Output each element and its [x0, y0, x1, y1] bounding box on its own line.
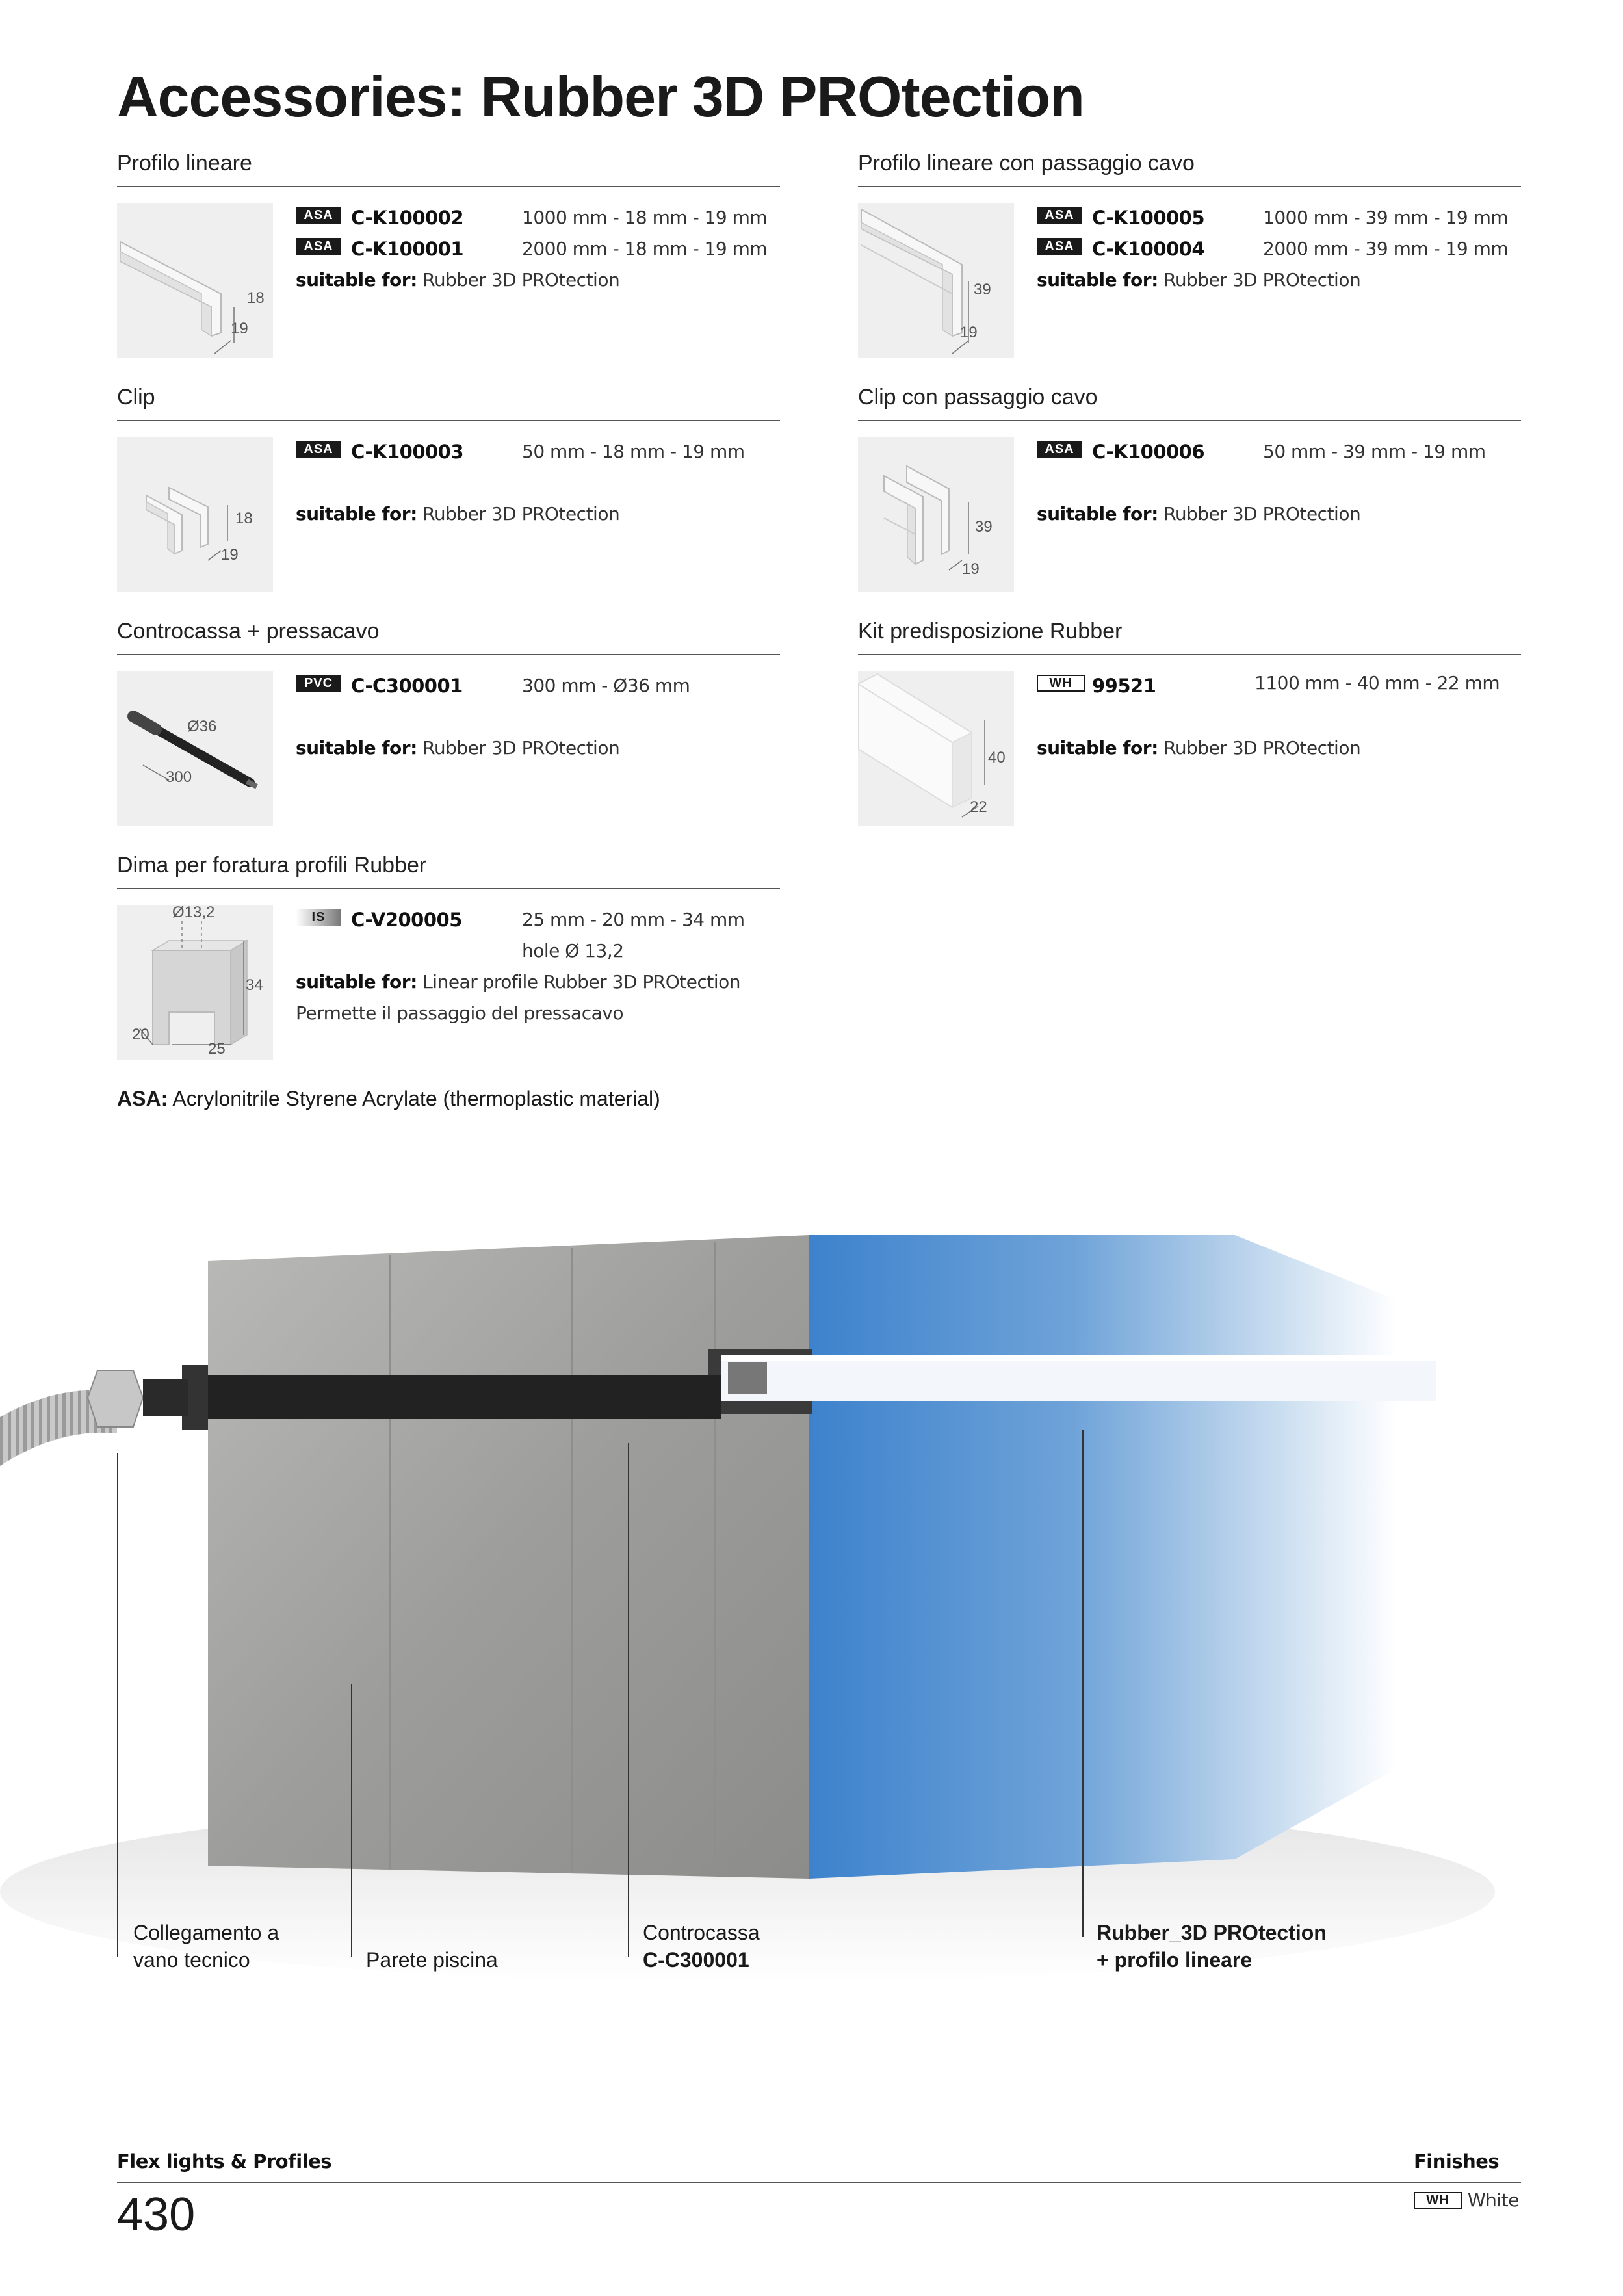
- dim-width: 25: [208, 1040, 226, 1058]
- clip-cable-drawing: [858, 437, 1014, 592]
- product-code: C-K100005: [1092, 207, 1205, 229]
- section-rule: [117, 888, 780, 889]
- product-spec: 300 mm - Ø36 mm: [522, 675, 690, 696]
- suitable-for: suitable for: Rubber 3D PROtection: [296, 737, 620, 759]
- dim-diameter: Ø36: [187, 718, 217, 735]
- dim-width: 19: [221, 546, 239, 564]
- section-title-controcassa: Controcassa + pressacavo: [117, 619, 380, 644]
- product-image-clip: [117, 437, 273, 592]
- item-row: [296, 207, 341, 224]
- section-title-clip-cavo: Clip con passaggio cavo: [858, 385, 1098, 410]
- section-rule: [117, 654, 780, 655]
- dim-height: 40: [988, 749, 1006, 766]
- dim-height: 39: [974, 281, 991, 298]
- material-badge: ASA: [1037, 238, 1082, 255]
- product-spec-hole: hole Ø 13,2: [522, 940, 624, 961]
- product-spec: 50 mm - 18 mm - 19 mm: [522, 441, 745, 462]
- extra-note: Permette il passaggio del pressacavo: [296, 1002, 623, 1024]
- section-title-profilo-lineare: Profilo lineare: [117, 151, 252, 176]
- footer-finish-badge-wrap: [1414, 2192, 1462, 2209]
- linear-cable-profile-drawing: [858, 203, 1014, 358]
- section-rule: [117, 420, 780, 421]
- section-title-kit: Kit predisposizione Rubber: [858, 619, 1123, 644]
- material-badge: ASA: [1037, 441, 1082, 458]
- finish-badge: WH: [1037, 675, 1085, 692]
- asa-note: ASA: Acrylonitrile Styrene Acrylate (thermoplastic material): [117, 1087, 660, 1110]
- dim-depth: 20: [132, 1026, 149, 1043]
- linear-profile-drawing: [117, 203, 273, 358]
- material-badge: ASA: [1037, 207, 1082, 224]
- product-spec: 1000 mm - 18 mm - 19 mm: [522, 207, 768, 228]
- dim-width: 22: [970, 798, 987, 816]
- material-badge: IS: [296, 909, 341, 926]
- footer-category: Flex lights & Profiles: [117, 2150, 332, 2172]
- product-image-kit: [858, 671, 1014, 826]
- section-rule: [858, 420, 1521, 421]
- finish-label: White: [1468, 2189, 1519, 2211]
- callout-vano-tecnico: Collegamento a vano tecnico: [133, 1921, 279, 1972]
- installation-illustration: [0, 1209, 1623, 2028]
- dim-width: 19: [962, 560, 980, 578]
- item-row: [296, 238, 341, 255]
- material-badge: ASA: [296, 207, 341, 224]
- callout-line-3: [628, 1443, 629, 1957]
- product-spec: 1000 mm - 39 mm - 19 mm: [1263, 207, 1509, 228]
- dim-height: 18: [247, 289, 265, 307]
- dim-width: 19: [960, 324, 978, 341]
- product-spec: 1100 mm - 40 mm - 22 mm: [1254, 672, 1500, 694]
- product-spec: 25 mm - 20 mm - 34 mm: [522, 909, 745, 930]
- product-image-dima: [117, 905, 273, 1060]
- item-row: [1037, 238, 1082, 255]
- product-image-controcassa: [117, 671, 273, 826]
- suitable-for: suitable for: Rubber 3D PROtection: [296, 269, 620, 291]
- section-title-profilo-cavo: Profilo lineare con passaggio cavo: [858, 151, 1195, 176]
- material-badge: ASA: [296, 441, 341, 458]
- callout-line-4: [1082, 1430, 1084, 1937]
- page-title: Accessories: Rubber 3D PROtection: [117, 64, 1084, 129]
- callout-parete-piscina: Parete piscina: [366, 1948, 498, 1972]
- product-code: C-V200005: [351, 909, 462, 931]
- callout-line-1: [117, 1453, 118, 1957]
- material-badge: ASA: [296, 238, 341, 255]
- foam-kit-drawing: [858, 671, 1014, 826]
- callout-line-2: [351, 1684, 352, 1957]
- product-spec: 2000 mm - 18 mm - 19 mm: [522, 238, 768, 259]
- dim-width: 19: [231, 320, 248, 337]
- product-image-profilo-cavo: [858, 203, 1014, 358]
- section-rule: [858, 654, 1521, 655]
- material-badge: PVC: [296, 675, 341, 692]
- suitable-for: suitable for: Linear profile Rubber 3D PROtection: [296, 971, 740, 993]
- installation-render: [0, 1209, 1623, 2028]
- section-rule: [117, 186, 780, 187]
- item-row: [1037, 207, 1082, 224]
- suitable-for: suitable for: Rubber 3D PROtection: [296, 503, 620, 525]
- dim-hole: Ø13,2: [172, 905, 215, 921]
- product-spec: 2000 mm - 39 mm - 19 mm: [1263, 238, 1509, 259]
- conduit-drawing: [117, 671, 273, 826]
- section-title-clip: Clip: [117, 385, 155, 410]
- product-code: C-K100006: [1092, 441, 1205, 463]
- footer-finishes-title: Finishes: [1414, 2150, 1500, 2172]
- callout-rubber-profile: Rubber_3D PROtection + profilo lineare: [1097, 1921, 1327, 1972]
- item-row: [1037, 675, 1085, 692]
- footer-rule: [117, 2182, 1521, 2183]
- product-image-clip-cavo: [858, 437, 1014, 592]
- item-row: [296, 909, 341, 926]
- suitable-for: suitable for: Rubber 3D PROtection: [1037, 269, 1361, 291]
- product-code: 99521: [1092, 675, 1156, 697]
- product-code: C-C300001: [351, 675, 463, 697]
- product-code: C-K100002: [351, 207, 464, 229]
- callout-controcassa: Controcassa C-C300001: [643, 1921, 760, 1972]
- item-row: [296, 675, 341, 692]
- dim-length: 300: [166, 768, 192, 786]
- section-rule: [858, 186, 1521, 187]
- suitable-for: suitable for: Rubber 3D PROtection: [1037, 503, 1361, 525]
- product-spec: 50 mm - 39 mm - 19 mm: [1263, 441, 1486, 462]
- product-image-profilo-lineare: [117, 203, 273, 358]
- item-row: [296, 441, 341, 458]
- dim-height: 18: [235, 510, 253, 527]
- item-row: [1037, 441, 1082, 458]
- page-number: 430: [117, 2189, 196, 2241]
- dim-height: 39: [975, 518, 993, 536]
- product-code: C-K100003: [351, 441, 464, 463]
- finish-badge: WH: [1414, 2192, 1462, 2209]
- dim-height: 34: [246, 976, 263, 994]
- product-code: C-K100001: [351, 238, 464, 260]
- product-code: C-K100004: [1092, 238, 1205, 260]
- suitable-for: suitable for: Rubber 3D PROtection: [1037, 737, 1361, 759]
- section-title-dima: Dima per foratura profili Rubber: [117, 853, 427, 878]
